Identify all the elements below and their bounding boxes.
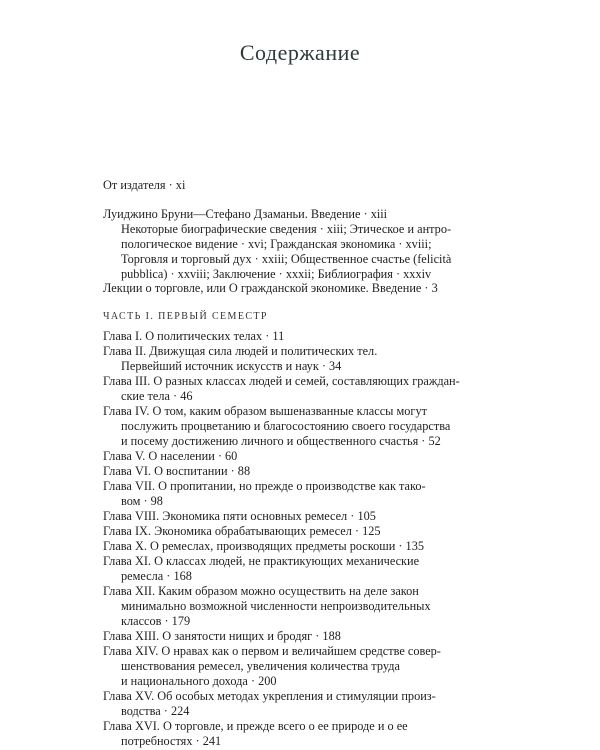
toc-chapter-continuation: ские тела · 46 [121,389,193,403]
toc-chapter-6[interactable]: Глава VI. О воспитании · 88 [103,464,251,478]
toc-chapter-16[interactable]: Глава XVI. О торговле, и прежде всего о ее природе и о ее [103,719,408,733]
toc-chapter-10[interactable]: Глава X. О ремеслах, производящих предметы роскоши · 135 [103,539,424,553]
toc-chapter-3[interactable]: Глава III. О разных классах людей и семей, составляющих граждан- [103,374,460,388]
toc-chapter-11[interactable]: Глава XI. О классах людей, не практикующих механические [103,554,420,568]
toc-chapter-continuation: Первейший источник искусств и наук · 34 [121,359,342,373]
toc-chapter-2[interactable]: Глава II. Движущая сила людей и политических тел. [103,344,378,358]
toc-subentry-line: pubblica) · xxviii; Заключение · xxxii; Библиография · xxxiv [121,267,432,281]
toc-subentry-line: Некоторые биографические сведения · xiii; Этическое и антро- [121,222,452,236]
toc-chapter-continuation: вом · 98 [121,494,163,508]
toc-chapter-continuation: классов · 179 [121,614,191,628]
toc-chapter-continuation: и национального дохода · 200 [121,674,277,688]
page-title: Содержание [239,40,361,65]
toc-chapter-8[interactable]: Глава VIII. Экономика пяти основных ремесел · 105 [103,509,376,523]
toc-chapter-continuation: послужить процветанию и благосостоянию своего государства [121,419,451,433]
toc-chapter-continuation: потребностях · 241 [121,734,222,748]
toc-entry-lectures[interactable]: Лекции о торговле, или О гражданской экономике. Введение · 3 [103,281,438,295]
toc-chapter-13[interactable]: Глава XIII. О занятости нищих и бродяг · 188 [103,629,341,643]
toc-chapter-14[interactable]: Глава XIV. О нравах как о первом и величайшем средстве совер- [103,644,441,658]
toc-chapter-4[interactable]: Глава IV. О том, каким образом вышеназванные классы могут [103,404,427,418]
toc-subentry-line: пологическое видение · xvi; Гражданская экономика · xviii; [121,237,432,251]
part-heading: ЧАСТЬ I. ПЕРВЫЙ СЕМЕСТР [103,311,268,322]
toc-entry-publisher[interactable]: От издателя · xi [103,178,186,192]
toc-chapter-continuation: ремесла · 168 [121,569,192,583]
toc-chapter-continuation: шенствования ремесел, увеличения количества труда [121,659,400,673]
toc-chapter-5[interactable]: Глава V. О населении · 60 [103,449,238,463]
toc-chapter-1[interactable]: Глава I. О политических телах · 11 [103,329,285,343]
toc-chapter-continuation: и посему достижению личного и общественного счастья · 52 [121,434,441,448]
toc-chapter-15[interactable]: Глава XV. Об особых методах укрепления и стимуляции произ- [103,689,436,703]
toc-chapter-continuation: минимально возможной численности непроизводительных [121,599,431,613]
toc-entry-introduction[interactable]: Луиджино Бруни—Стефано Дзаманьи. Введение · xiii [103,207,388,221]
toc-chapter-9[interactable]: Глава IX. Экономика обрабатывающих ремесел · 125 [103,524,381,538]
toc-chapter-continuation: водства · 224 [121,704,190,718]
toc-chapter-12[interactable]: Глава XII. Каким образом можно осуществить на деле закон [103,584,419,598]
toc-subentry-line: Торговля и торговый дух · xxiii; Общественное счастье (felicità [121,252,452,266]
toc-chapter-7[interactable]: Глава VII. О пропитании, но прежде о производстве как тако- [103,479,426,493]
